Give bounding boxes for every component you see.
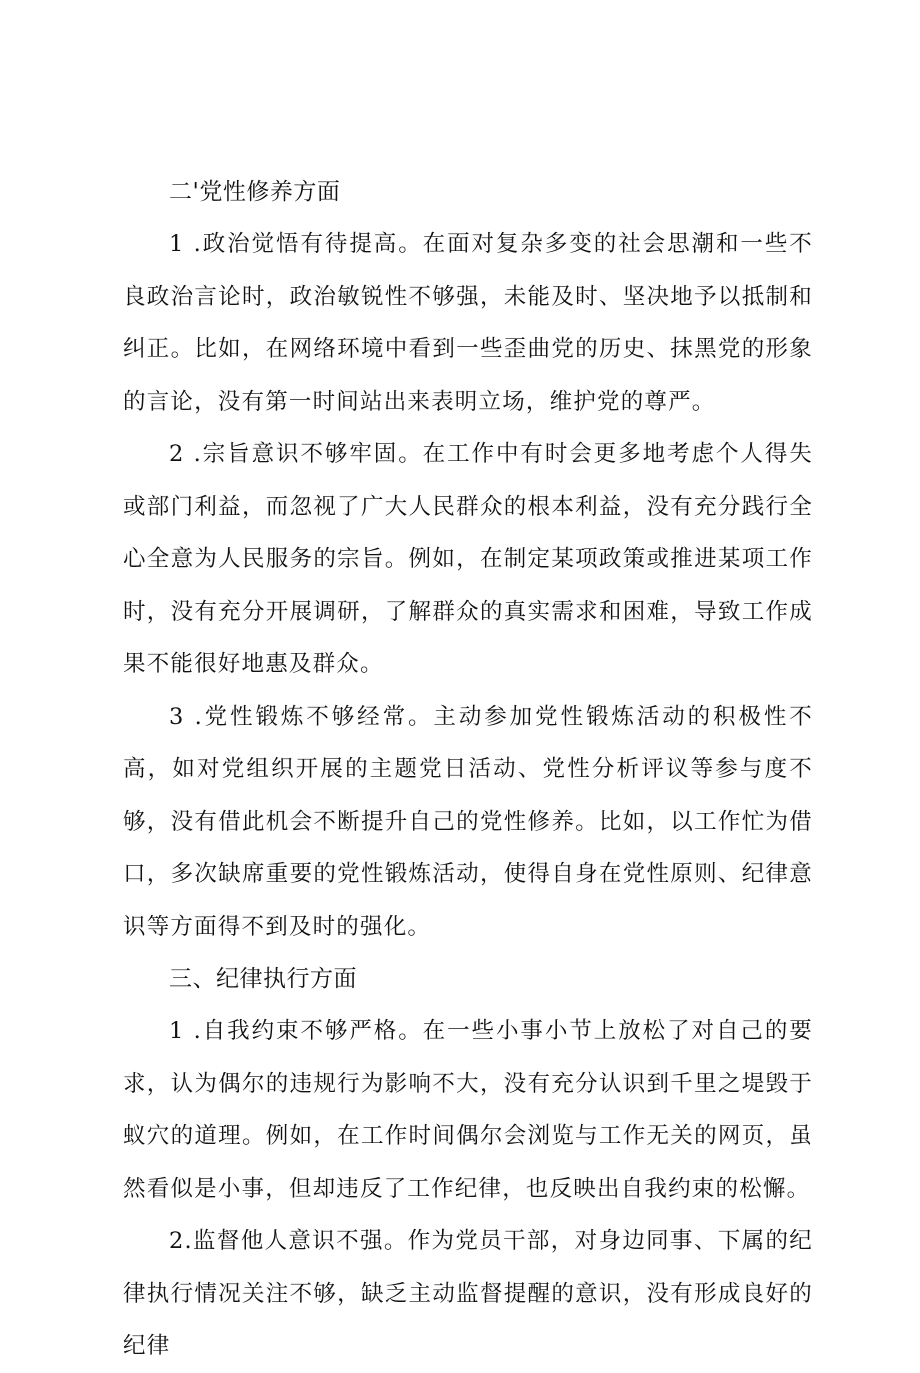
paragraph-political-awareness: 1 .政治觉悟有待提高。在面对复杂多变的社会思潮和一些不良政治言论时，政治敏锐性不够强，未能及时、坚决地予以抵制和纠正。比如，在网络环境中看到一些歪曲党的历史、抹黑党的形象的言论，没有第一时间站出来表明立场，维护党的尊严。: [123, 231, 813, 415]
paragraph-party-training: 3 .党性锻炼不够经常。主动参加党性锻炼活动的积极性不高，如对党组织开展的主题党日活动、党性分析评议等参与度不够，没有借此机会不断提升自己的党性修养。比如，以工作忙为借口，多次缺席重要的党性锻炼活动，使得自身在党性原则、纪律意识等方面得不到及时的强化。: [123, 703, 813, 940]
document-body: [123, 166, 813, 1373]
section-heading-discipline: 三、纪律执行方面: [169, 966, 357, 992]
paragraph-supervision: 2.监督他人意识不强。作为党员干部，对身边同事、下属的纪律执行情况关注不够，缺乏主动监督提醒的意识，没有形成良好的纪律: [123, 1228, 813, 1359]
paragraph-purpose-awareness: 2 .宗旨意识不够牢固。在工作中有时会更多地考虑个人得失或部门利益，而忽视了广大人民群众的根本利益，没有充分践行全心全意为人民服务的宗旨。例如，在制定某项政策或推进某项工作时，没有充分开展调研，了解群众的真实需求和困难，导致工作成果不能很好地惠及群众。: [123, 441, 813, 677]
paragraph-self-restraint: 1 .自我约束不够严格。在一些小事小节上放松了对自己的要求，认为偶尔的违规行为影响不大，没有充分认识到千里之堤毁于蚁穴的道理。例如，在工作时间偶尔会浏览与工作无关的网页，虽然看似是小事，但却违反了工作纪律，也反映出自我约束的松懈。: [123, 1018, 813, 1202]
section-heading-party-cultivation: 二'党性修养方面: [169, 179, 341, 205]
